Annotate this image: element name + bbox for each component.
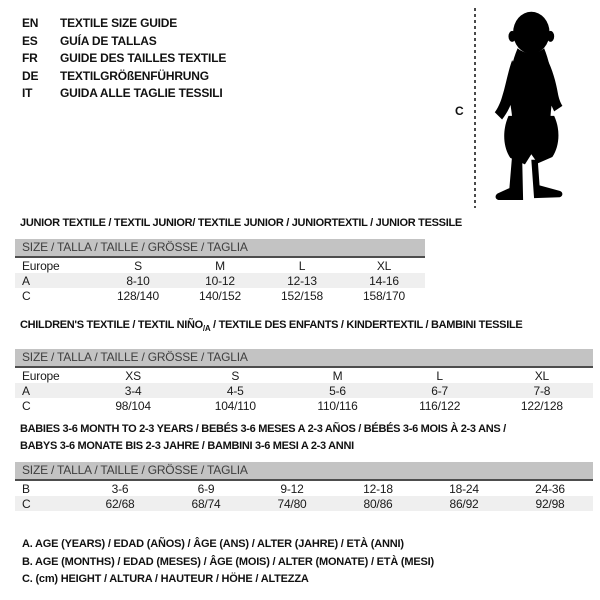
children-table-title <box>20 317 522 337</box>
value-cell: 152/158 <box>281 288 323 303</box>
value-cell: 3-4 <box>124 383 142 398</box>
size-header-bar: SIZE / TALLA / TAILLE / GRÖSSE / TAGLIA <box>15 462 593 481</box>
language-row <box>22 68 226 86</box>
value-cell: 62/68 <box>105 496 135 511</box>
value-cell: 4-5 <box>226 383 244 398</box>
value-cell: 110/116 <box>317 398 358 413</box>
babies-table-title <box>20 421 506 455</box>
value-cell: L <box>298 258 306 273</box>
value-cell: 74/80 <box>277 496 307 511</box>
value-cell: 104/110 <box>214 398 256 413</box>
toddler-silhouette-image <box>483 9 576 210</box>
value-cell: 14-16 <box>369 273 399 288</box>
language-code: IT <box>22 86 33 100</box>
value-cell: 128/140 <box>117 288 159 303</box>
footnotes <box>22 536 434 589</box>
row-label-cell: C <box>22 288 31 303</box>
value-cell: 9-12 <box>280 481 304 496</box>
row-label-cell: Europe <box>22 258 60 273</box>
language-code: EN <box>22 16 39 30</box>
junior-table-title: JUNIOR TEXTILE / TEXTIL JUNIOR/ TEXTILE JUNIOR / JUNIORTEXTIL / JUNIOR TESSILE <box>20 217 462 229</box>
value-cell: 3-6 <box>111 481 129 496</box>
value-cell: 5-6 <box>329 383 346 398</box>
value-cell: 140/152 <box>199 288 241 303</box>
value-cell: L <box>436 368 443 383</box>
table-row <box>15 288 425 303</box>
table-row <box>15 273 425 288</box>
row-label-cell: A <box>22 383 30 398</box>
value-cell: 12-18 <box>363 481 393 496</box>
value-cell: 24-36 <box>535 481 565 496</box>
value-cell: 6-7 <box>431 383 449 398</box>
children-size-table <box>15 349 593 413</box>
height-measure-dotted-line <box>474 8 476 208</box>
footnote-b: B. AGE (MONTHS) / EDAD (MESES) / ÂGE (MOIS) / ALTER (MONATE) / ETÀ (MESI) <box>22 555 434 568</box>
language-row <box>22 33 226 51</box>
table-row <box>15 258 425 273</box>
row-label-cell: B <box>22 481 30 496</box>
height-measure-label: C <box>455 104 464 118</box>
table-row <box>15 398 593 413</box>
children-title-post: / TEXTILE DES ENFANTS / KINDERTEXTIL / BAMBINI TESSILE <box>210 319 523 331</box>
value-cell: 12-13 <box>287 273 317 288</box>
language-label: TEXTILGRÖßENFÜHRUNG <box>60 68 209 83</box>
size-header-bar: SIZE / TALLA / TAILLE / GRÖSSE / TAGLIA <box>15 349 593 368</box>
value-cell: 10-12 <box>205 273 235 288</box>
junior-size-table <box>15 239 425 303</box>
value-cell: 80/86 <box>363 496 393 511</box>
babies-title-line1: BABIES 3-6 MONTH TO 2-3 YEARS / BEBÉS 3-6 MESES A 2-3 AÑOS / BÉBÉS 3-6 MOIS À 2-3 ANS / <box>20 423 506 435</box>
footnote-a: A. AGE (YEARS) / EDAD (AÑOS) / ÂGE (ANS) / ALTER (JAHRE) / ETÀ (ANNI) <box>22 538 404 550</box>
language-code: DE <box>22 68 39 83</box>
language-row <box>22 15 226 33</box>
language-row <box>22 85 226 103</box>
value-cell: 18-24 <box>449 481 479 496</box>
value-cell: M <box>215 258 225 273</box>
language-row <box>22 50 226 68</box>
value-cell: M <box>332 368 343 383</box>
value-cell: XS <box>125 368 141 383</box>
value-cell: 7-8 <box>533 383 551 398</box>
value-cell: 8-10 <box>126 273 150 288</box>
language-label: GUIDA ALLE TAGLIE TESSILI <box>60 86 223 100</box>
language-title-list <box>22 15 226 103</box>
language-label: GUÍA DE TALLAS <box>60 33 157 48</box>
row-label-cell: Europe <box>22 368 60 383</box>
value-cell: S <box>231 368 240 383</box>
value-cell: 68/74 <box>191 496 221 511</box>
value-cell: XL <box>376 258 392 273</box>
value-cell: XL <box>534 368 550 383</box>
value-cell: 158/170 <box>363 288 405 303</box>
value-cell: 6-9 <box>197 481 215 496</box>
children-title-sub: /A <box>202 324 211 334</box>
table-row <box>15 481 593 496</box>
footnote-c: C. (cm) HEIGHT / ALTURA / HAUTEUR / HÖHE / ALTEZZA <box>22 573 309 585</box>
value-cell: 92/98 <box>535 496 565 511</box>
row-label-cell: C <box>22 398 31 413</box>
table-row <box>15 368 593 383</box>
row-label-cell: C <box>22 496 31 511</box>
value-cell: 122/128 <box>520 398 563 413</box>
table-row <box>15 496 593 511</box>
babies-title-line2: BABYS 3-6 MONATE BIS 2-3 JAHRE / BAMBINI 3-6 MESI A 2-3 ANNI <box>20 440 354 452</box>
babies-size-table <box>15 462 593 511</box>
language-code: FR <box>22 51 38 65</box>
language-code: ES <box>22 33 38 48</box>
table-row <box>15 383 593 398</box>
language-label: GUIDE DES TAILLES TEXTILE <box>60 51 227 65</box>
children-title-pre: CHILDREN'S TEXTILE / TEXTIL NIÑO <box>20 319 203 331</box>
value-cell: 116/122 <box>419 398 461 413</box>
row-label-cell: A <box>22 273 30 288</box>
value-cell: 98/104 <box>115 398 151 413</box>
size-header-bar: SIZE / TALLA / TAILLE / GRÖSSE / TAGLIA <box>15 239 425 258</box>
value-cell: 86/92 <box>449 496 479 511</box>
language-label: TEXTILE SIZE GUIDE <box>60 16 178 30</box>
value-cell: S <box>134 258 142 273</box>
